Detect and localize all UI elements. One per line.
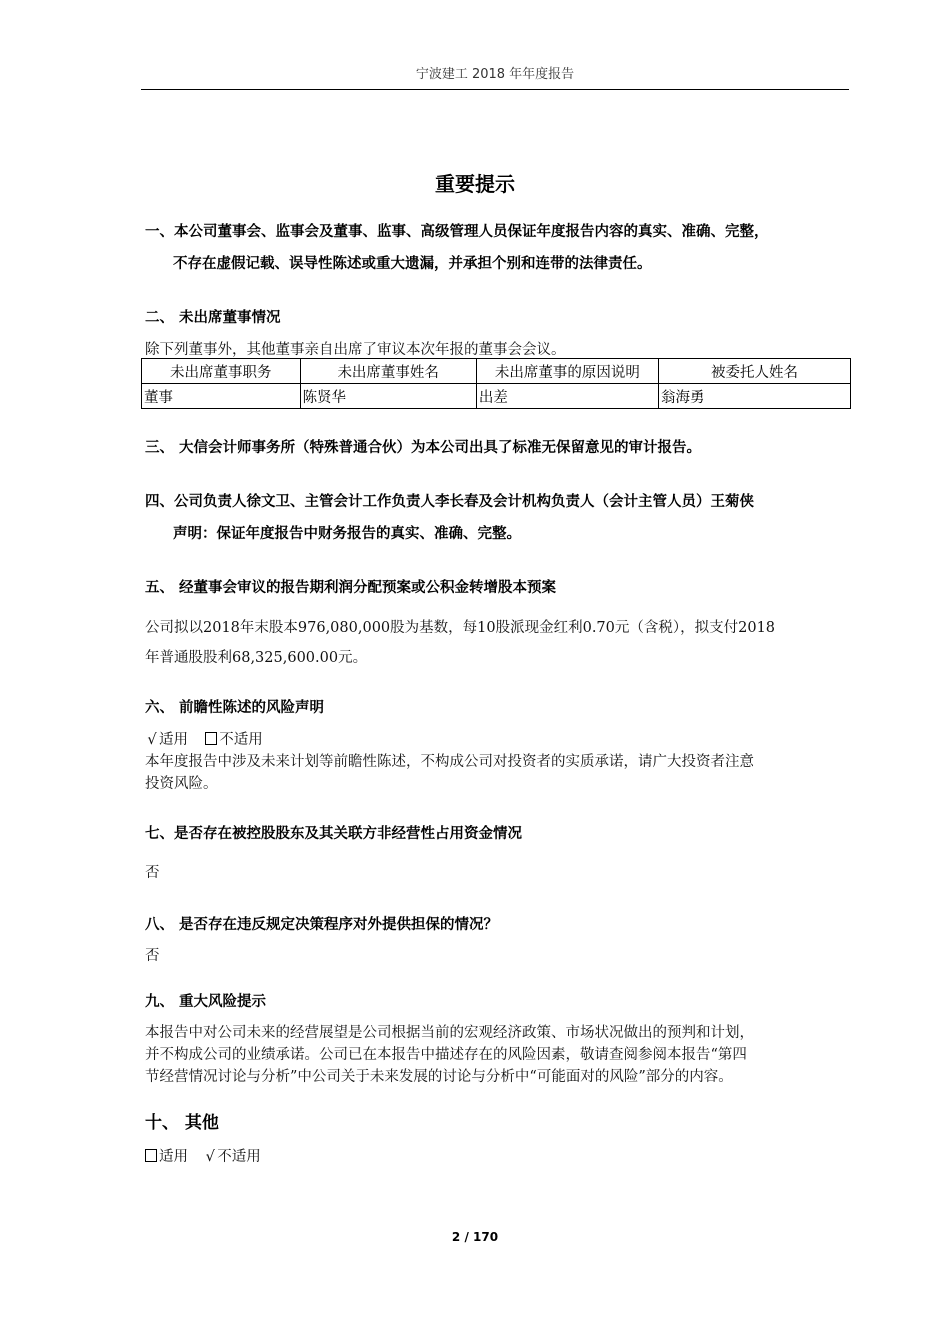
section-5-line-2: 年普通股股利68,325,600.00元。 [145, 650, 368, 666]
table-row [142, 384, 851, 409]
running-header: 宁波建工 2018 年年度报告 [415, 67, 575, 82]
table-cell: 董事 [142, 384, 301, 409]
absent-directors-table [141, 358, 851, 409]
section-1-line-1: 一、本公司董事会、监事会及董事、监事、高级管理人员保证年度报告内容的真实、准确、完整， [145, 224, 769, 240]
section-8-heading: 八、 是否存在违反规定决策程序对外提供担保的情况？ [145, 917, 499, 933]
section-4-line-1: 四、公司负责人徐文卫、主管会计工作负责人李长春及会计机构负责人（会计主管人员）王菊侠 [145, 494, 754, 510]
page-number: 2 / 170 [451, 1230, 499, 1244]
section-7-answer: 否 [145, 865, 160, 881]
section-10-options [145, 1145, 261, 1166]
section-5-heading: 五、 经董事会审议的报告期利润分配预案或公积金转增股本预案 [145, 580, 557, 596]
section-4-line-2: 声明：保证年度报告中财务报告的真实、准确、完整。 [173, 526, 521, 542]
section-10-heading: 十、 其他 [145, 1113, 219, 1133]
section-3-line: 三、 大信会计师事务所（特殊普通合伙）为本公司出具了标准无保留意见的审计报告。 [145, 440, 702, 456]
checkmark-icon: √ [205, 1149, 215, 1165]
section-8-answer: 否 [145, 948, 160, 964]
page-title: 重要提示 [435, 172, 515, 196]
section-6-options [145, 728, 263, 749]
section-5-line-1: 公司拟以2018年末股本976,080,000股为基数，每10股派现金红利0.70元（含税），拟支付2018 [145, 620, 776, 636]
table-cell: 翁海勇 [658, 384, 850, 409]
table-header-cell: 未出席董事姓名 [300, 359, 476, 384]
option-applicable: 适用 [159, 732, 188, 748]
section-9-line-1: 本报告中对公司未来的经营展望是公司根据当前的宏观经济政策、市场状况做出的预判和计划， [145, 1025, 754, 1041]
option-not-applicable: 不适用 [219, 732, 263, 748]
table-cell: 陈贤华 [300, 384, 476, 409]
header-rule [141, 89, 849, 90]
table-header-row [142, 359, 851, 384]
checkmark-icon: √ [147, 732, 157, 748]
option-not-applicable: 不适用 [217, 1149, 261, 1165]
section-9-line-2: 并不构成公司的业绩承诺。公司已在本报告中描述存在的风险因素，敬请查阅参阅本报告“第四 [145, 1047, 747, 1063]
section-9-heading: 九、 重大风险提示 [145, 994, 267, 1010]
option-applicable: 适用 [159, 1149, 188, 1165]
table-cell: 出差 [476, 384, 658, 409]
section-6-heading: 六、 前瞻性陈述的风险声明 [145, 700, 325, 716]
section-2-intro: 除下列董事外，其他董事亲自出席了审议本次年报的董事会会议。 [145, 342, 566, 358]
section-9-line-3: 节经营情况讨论与分析”中公司关于未来发展的讨论与分析中“可能面对的风险”部分的内容。 [145, 1069, 733, 1085]
empty-checkbox-icon [205, 732, 217, 745]
section-6-line-1: 本年度报告中涉及未来计划等前瞻性陈述，不构成公司对投资者的实质承诺，请广大投资者注意 [145, 754, 754, 770]
section-7-heading: 七、是否存在被控股股东及其关联方非经营性占用资金情况 [145, 826, 522, 842]
table-header-cell: 未出席董事职务 [142, 359, 301, 384]
table-header-cell: 未出席董事的原因说明 [476, 359, 658, 384]
table-header-cell: 被委托人姓名 [658, 359, 850, 384]
section-1-line-2: 不存在虚假记载、误导性陈述或重大遗漏，并承担个别和连带的法律责任。 [173, 256, 652, 272]
section-2-heading: 二、 未出席董事情况 [145, 310, 281, 326]
section-6-line-2: 投资风险。 [145, 776, 218, 792]
empty-checkbox-icon [145, 1149, 157, 1162]
